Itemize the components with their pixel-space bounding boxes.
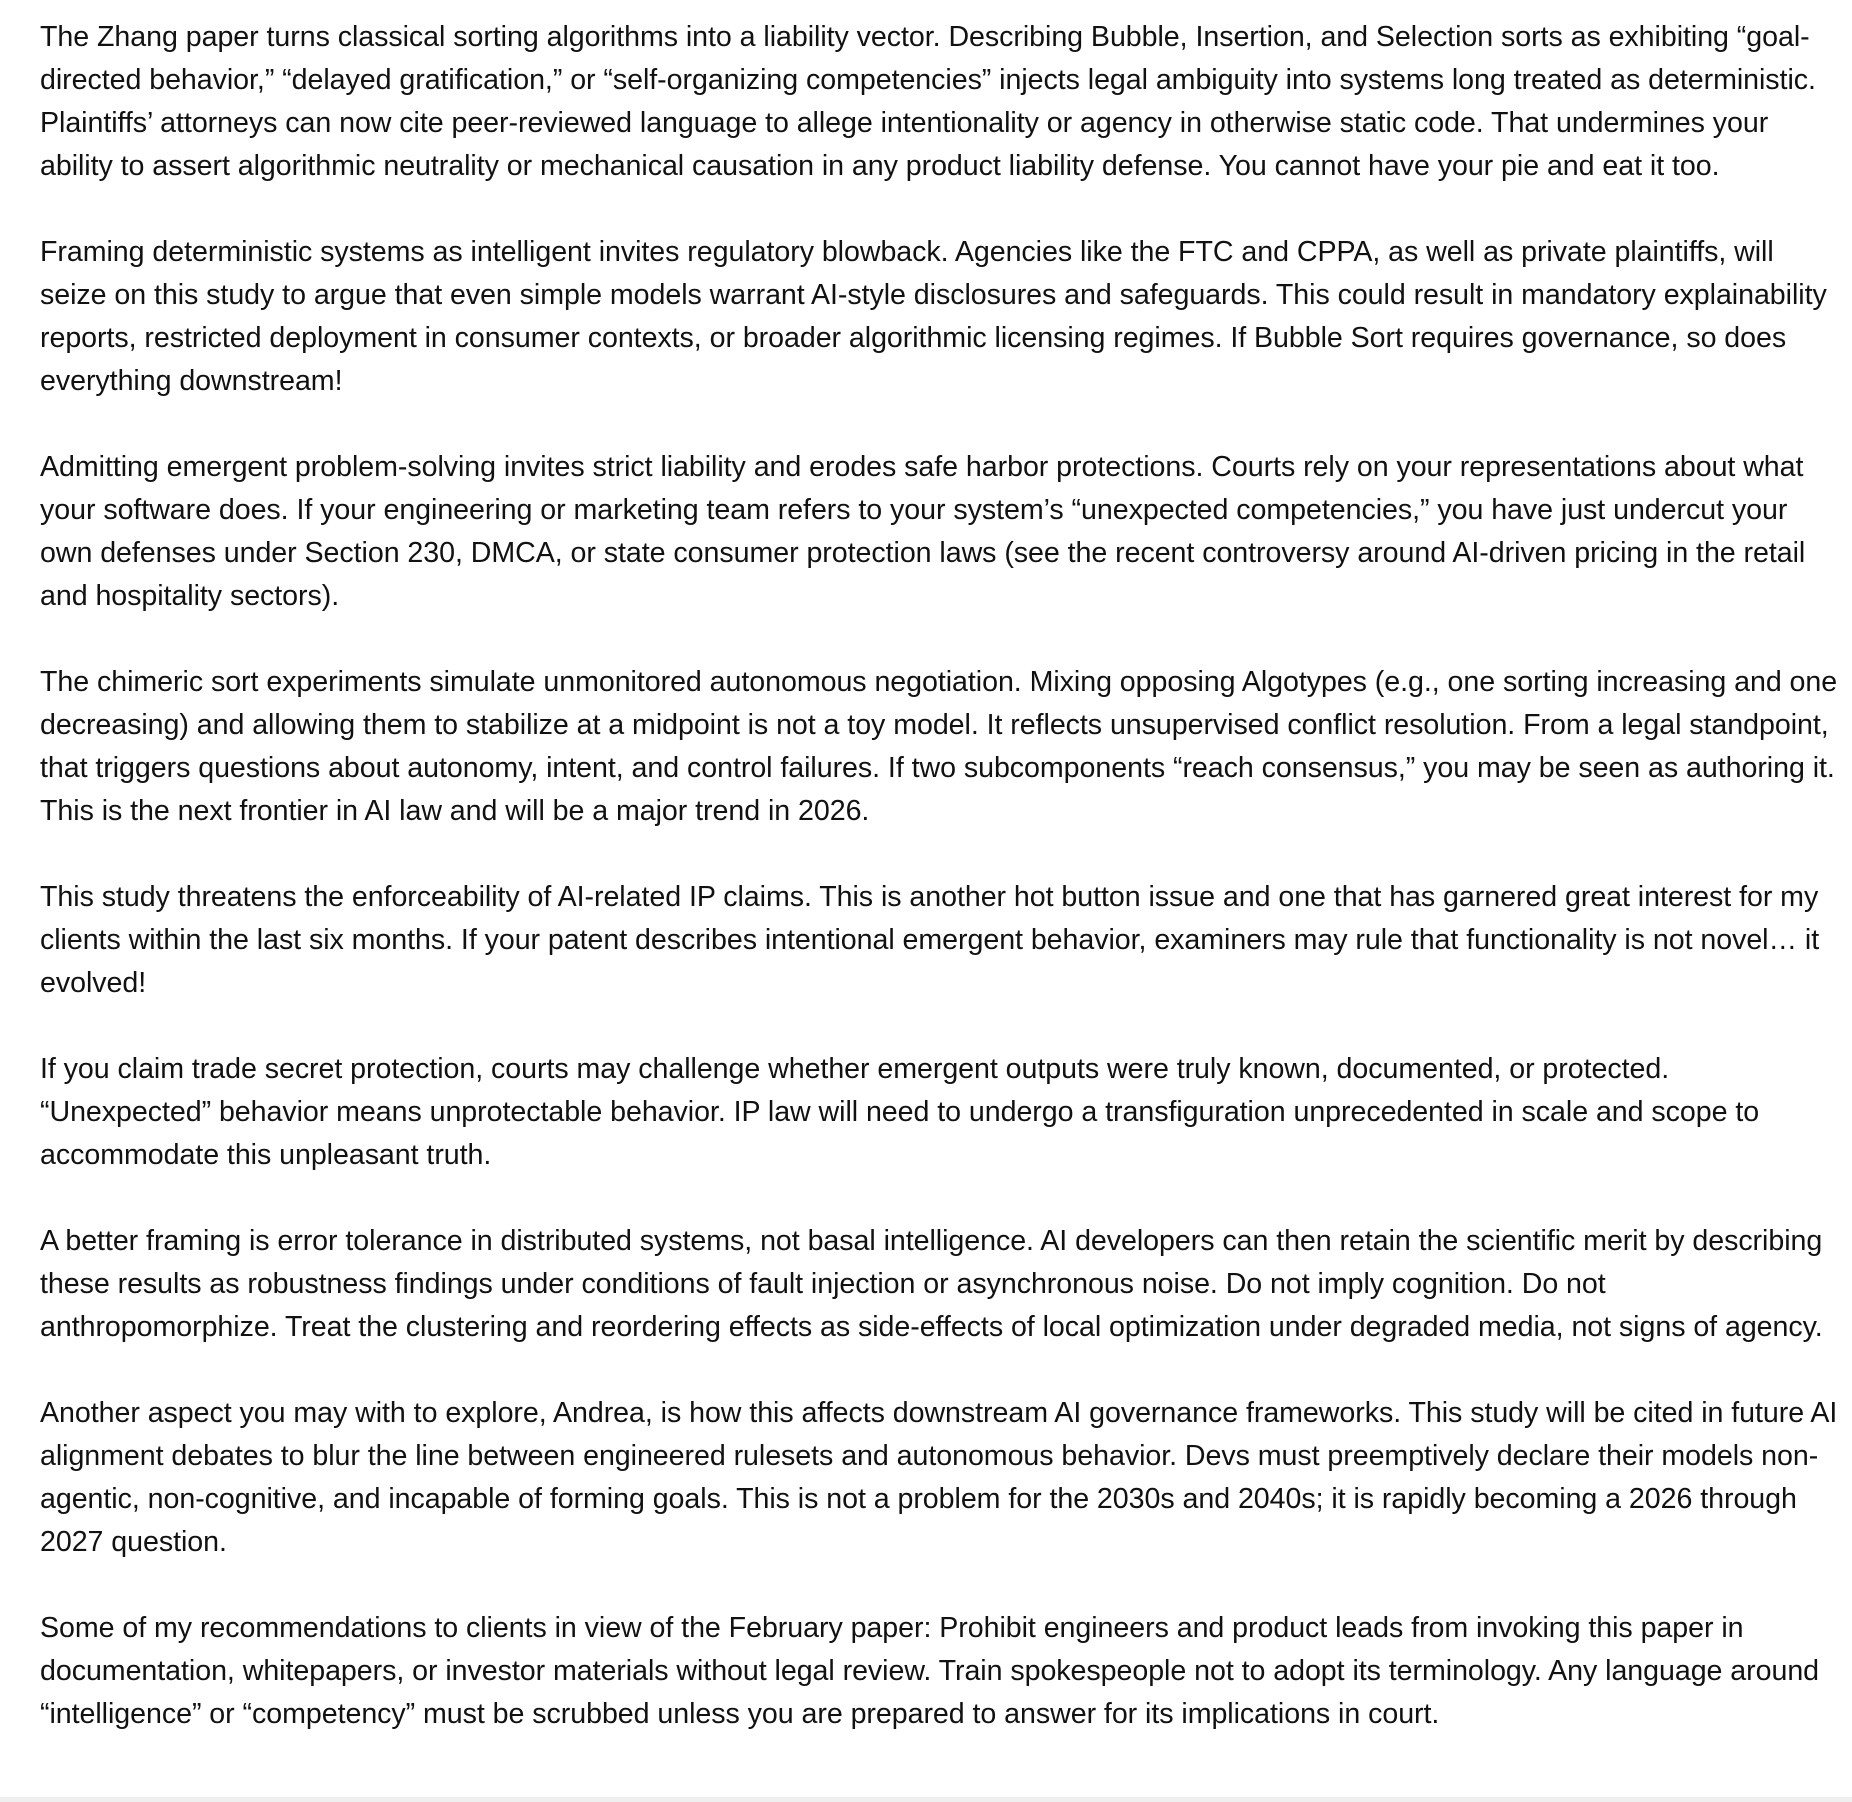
paragraph-liability-vector: The Zhang paper turns classical sorting algorithms into a liability vector. Describing Bubble, Insertion, and Selection sorts as exhibiting “goal-directed behavior,” “delayed gratification,” or “self-organizing competencies” injects legal ambiguity into systems long treated as deterministic. Plaintiffs’ attorneys can now cite peer-reviewed language to allege intentionality or agency in otherwise static code. That undermines your ability to assert algorithmic neutrality or mechanical causation in any product liability defense. You cannot have your pie and eat it too.	[40, 21, 1816, 182]
bottom-divider	[0, 1797, 1852, 1802]
paragraph-recommendations: Some of my recommendations to clients in view of the February paper: Prohibit engineers and product leads from invoking this paper in documentation, whitepapers, or investor materials without legal review. Train spokespeople not to adopt its terminology. Any language around “intelligence” or “competency” must be scrubbed unless you are prepared to answer for its implications in court.	[40, 1612, 1820, 1730]
paragraph-strict-liability: Admitting emergent problem-solving invites strict liability and erodes safe harbor protections. Courts rely on your representations about what your software does. If your engineering or marketing team refers to your system’s “unexpected competencies,” you have just undercut your own defenses under Section 230, DMCA, or state consumer protection laws (see the recent controversy around AI-driven pricing in the retail and hospitality sectors).	[40, 451, 1806, 612]
paragraph-ip-claims: This study threatens the enforceability of AI-related IP claims. This is another hot button issue and one that has garnered great interest for my clients within the last six months. If your patent describes intentional emergent behavior, examiners may rule that functionality is not novel… it evolved!	[40, 881, 1820, 999]
paragraph-regulatory-blowback: Framing deterministic systems as intelligent invites regulatory blowback. Agencies like the FTC and CPPA, as well as private plaintiffs, will seize on this study to argue that even simple models warrant AI-style disclosures and safeguards. This could result in mandatory explainability reports, restricted deployment in consumer contexts, or broader algorithmic licensing regimes. If Bubble Sort requires governance, so does everything downstream!	[40, 236, 1827, 397]
paragraph-better-framing: A better framing is error tolerance in distributed systems, not basal intelligence. AI developers can then retain the scientific merit by describing these results as robustness findings under conditions of fault injection or asynchronous noise. Do not imply cognition. Do not anthropomorphize. Treat the clustering and reordering effects as side-effects of local optimization under degraded media, not signs of agency.	[40, 1225, 1823, 1343]
paragraph-trade-secret: If you claim trade secret protection, courts may challenge whether emergent outputs were truly known, documented, or protected. “Unexpected” behavior means unprotectable behavior. IP law will need to undergo a transfiguration unprecedented in scale and scope to accommodate this unpleasant truth.	[40, 1053, 1760, 1171]
document-body	[40, 16, 1840, 1779]
paragraph-chimeric-sort: The chimeric sort experiments simulate unmonitored autonomous negotiation. Mixing opposing Algotypes (e.g., one sorting increasing and one decreasing) and allowing them to stabilize at a midpoint is not a toy model. It reflects unsupervised conflict resolution. From a legal standpoint, that triggers questions about autonomy, intent, and control failures. If two subcomponents “reach consensus,” you may be seen as authoring it. This is the next frontier in AI law and will be a major trend in 2026.	[40, 666, 1838, 827]
paragraph-ai-governance: Another aspect you may with to explore, Andrea, is how this affects downstream AI governance frameworks. This study will be cited in future AI alignment debates to blur the line between engineered rulesets and autonomous behavior. Devs must preemptively declare their models non-agentic, non-cognitive, and incapable of forming goals. This is not a problem for the 2030s and 2040s; it is rapidly becoming a 2026 through 2027 question.	[40, 1397, 1838, 1558]
